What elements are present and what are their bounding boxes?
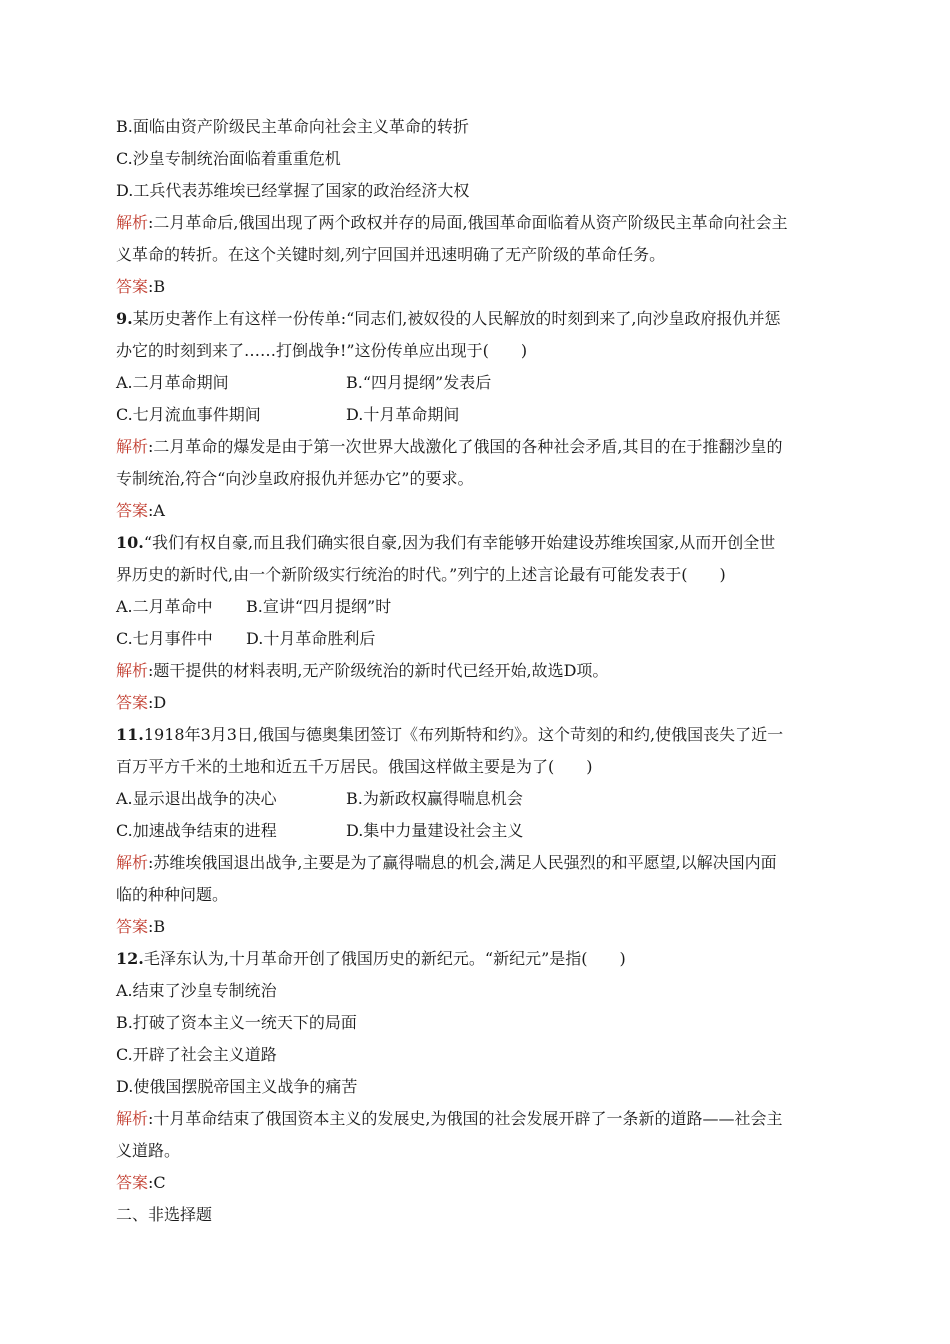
q9-analysis-line-2: 专制统治,符合“向沙皇政府报仇并惩办它”的要求。 xyxy=(116,469,474,488)
q9-option-d: D.十月革命期间 xyxy=(346,405,460,424)
q9-option-c: C.七月流血事件期间 xyxy=(116,405,261,424)
q12-analysis-line-1 xyxy=(116,1109,783,1129)
q9-option-b: B.“四月提纲”发表后 xyxy=(346,373,492,392)
q12-number: 12. xyxy=(116,949,144,968)
q11-stem-line-1 xyxy=(116,725,783,745)
q11-answer xyxy=(116,917,165,937)
q12-option-b: B.打破了资本主义一统天下的局面 xyxy=(116,1013,357,1032)
q12-answer xyxy=(116,1173,166,1193)
q10-option-a: A.二月革命中 xyxy=(116,597,213,616)
q8-answer xyxy=(116,277,165,297)
q10-option-d: D.十月革命胜利后 xyxy=(246,629,376,648)
q9-option-a: A.二月革命期间 xyxy=(116,373,229,392)
q12-analysis-text: :十月革命结束了俄国资本主义的发展史,为俄国的社会发展开辟了一条新的道路——社会主 xyxy=(148,1109,783,1128)
q11-stem-text: 1918年3月3日,俄国与德奥集团签订《布列斯特和约》。这个苛刻的和约,使俄国丧失了近一 xyxy=(143,725,784,744)
q11-analysis-text: :苏维埃俄国退出战争,主要是为了赢得喘息的机会,满足人民强烈的和平愿望,以解决国内面 xyxy=(148,853,777,872)
q11-option-b: B.为新政权赢得喘息机会 xyxy=(346,789,523,808)
q11-option-a: A.显示退出战争的决心 xyxy=(116,789,277,808)
q12-stem-text: 毛泽东认为,十月革命开创了俄国历史的新纪元。“新纪元”是指( ) xyxy=(143,949,626,968)
q10-answer-value: :D xyxy=(148,693,167,712)
q11-stem-line-2: 百万平方千米的土地和近五千万居民。俄国这样做主要是为了( ) xyxy=(116,757,593,776)
answer-label: 答案 xyxy=(116,501,149,520)
answer-label: 答案 xyxy=(116,277,149,296)
q8-option-d: D.工兵代表苏维埃已经掌握了国家的政治经济大权 xyxy=(116,181,470,200)
q8-analysis-line-1 xyxy=(116,213,788,233)
section-heading-non-choice: 二、非选择题 xyxy=(116,1205,213,1224)
q9-answer xyxy=(116,501,165,521)
q9-number: 9. xyxy=(116,309,133,328)
answer-label: 答案 xyxy=(116,693,149,712)
q9-analysis-line-1 xyxy=(116,437,783,457)
q10-stem-text: “我们有权自豪,而且我们确实很自豪,因为我们有幸能够开始建设苏维埃国家,从而开创全世 xyxy=(143,533,776,552)
q9-stem-line-2: 办它的时刻到来了……打倒战争!”这份传单应出现于( ) xyxy=(116,341,528,360)
q10-number: 10. xyxy=(116,533,144,552)
q12-stem-line-1 xyxy=(116,949,626,969)
q12-answer-value: :C xyxy=(148,1173,166,1192)
q9-analysis-text: :二月革命的爆发是由于第一次世界大战激化了俄国的各种社会矛盾,其目的在于推翻沙皇的 xyxy=(148,437,783,456)
q11-option-d: D.集中力量建设社会主义 xyxy=(346,821,524,840)
q11-number: 11. xyxy=(116,725,144,744)
q11-answer-value: :B xyxy=(148,917,166,936)
q9-stem-line-1 xyxy=(116,309,780,329)
q12-option-c: C.开辟了社会主义道路 xyxy=(116,1045,277,1064)
answer-label: 答案 xyxy=(116,1173,149,1192)
analysis-label: 解析 xyxy=(116,853,149,872)
q10-analysis-text: :题干提供的材料表明,无产阶级统治的新时代已经开始,故选D项。 xyxy=(148,661,609,680)
q9-stem-text: 某历史著作上有这样一份传单:“同志们,被奴役的人民解放的时刻到来了,向沙皇政府报仇并惩 xyxy=(132,309,781,328)
q11-analysis-line-2: 临的种种问题。 xyxy=(116,885,229,904)
analysis-label: 解析 xyxy=(116,213,149,232)
analysis-label: 解析 xyxy=(116,661,149,680)
q8-analysis-line-2: 义革命的转折。在这个关键时刻,列宁回国并迅速明确了无产阶级的革命任务。 xyxy=(116,245,666,264)
q8-analysis-text: :二月革命后,俄国出现了两个政权并存的局面,俄国革命面临着从资产阶级民主革命向社会主 xyxy=(148,213,788,232)
q10-answer xyxy=(116,693,166,713)
q10-stem-line-2: 界历史的新时代,由一个新阶级实行统治的时代。”列宁的上述言论最有可能发表于( ) xyxy=(116,565,726,584)
analysis-label: 解析 xyxy=(116,437,149,456)
q9-options-row-1 xyxy=(116,373,229,393)
q12-option-a: A.结束了沙皇专制统治 xyxy=(116,981,277,1000)
q12-analysis-line-2: 义道路。 xyxy=(116,1141,181,1160)
answer-label: 答案 xyxy=(116,917,149,936)
q8-option-b: B.面临由资产阶级民主革命向社会主义革命的转折 xyxy=(116,117,469,136)
q11-option-c: C.加速战争结束的进程 xyxy=(116,821,277,840)
q10-option-b: B.宣讲“四月提纲”时 xyxy=(246,597,392,616)
analysis-label: 解析 xyxy=(116,1109,149,1128)
q12-option-d: D.使俄国摆脱帝国主义战争的痛苦 xyxy=(116,1077,358,1096)
q8-answer-value: :B xyxy=(148,277,166,296)
q8-option-c: C.沙皇专制统治面临着重重危机 xyxy=(116,149,341,168)
q10-analysis-line-1 xyxy=(116,661,608,681)
q11-analysis-line-1 xyxy=(116,853,777,873)
q9-answer-value: :A xyxy=(148,501,165,520)
q10-stem-line-1 xyxy=(116,533,775,553)
q10-option-c: C.七月事件中 xyxy=(116,629,213,648)
